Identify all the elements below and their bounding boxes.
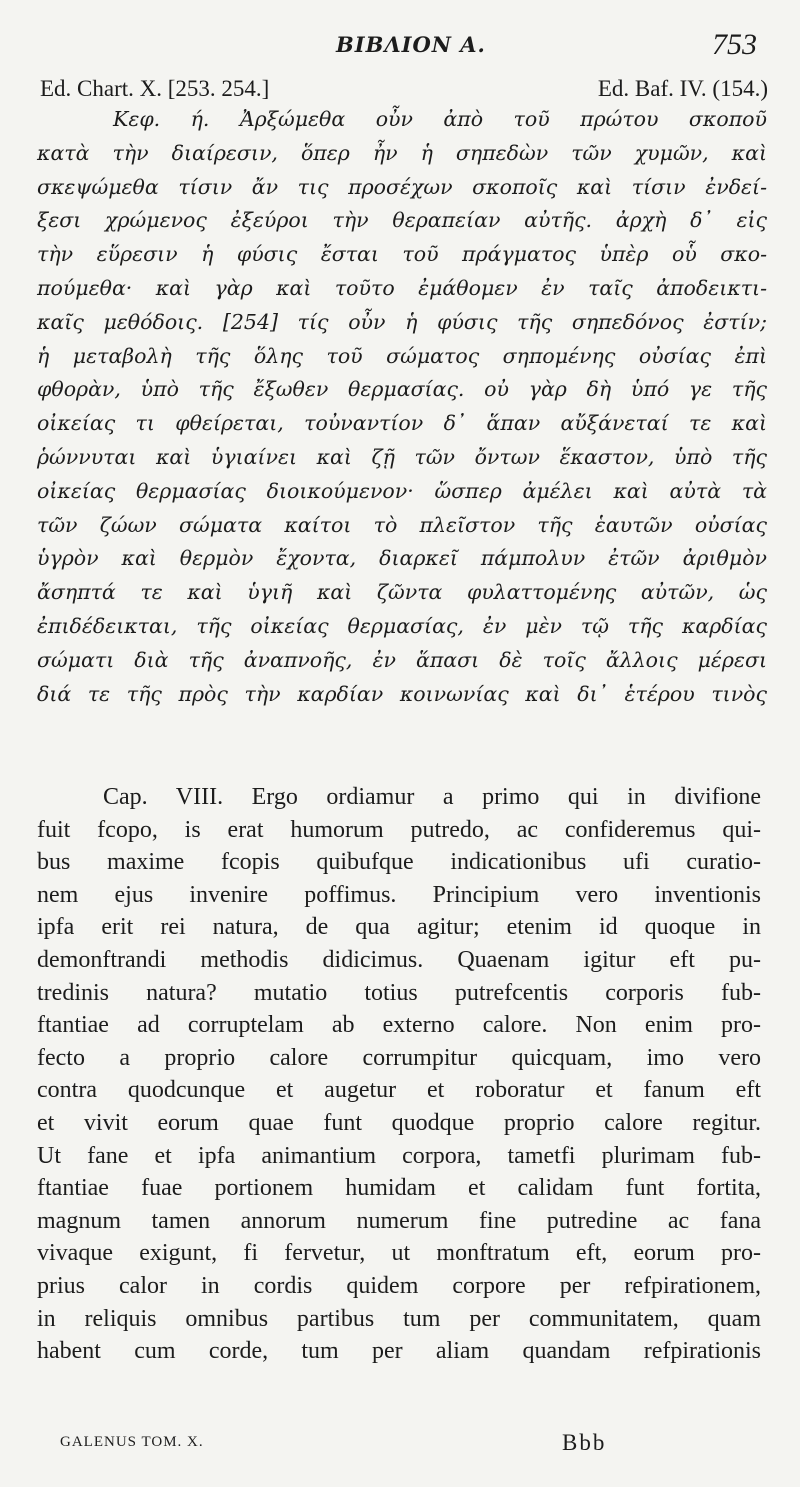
- latin-line: ftantiae ad corruptelam ab externo calore. Non enim pro-: [37, 1012, 761, 1039]
- greek-line: τὴν εὕρεσιν ἡ φύσις ἔσται τοῦ πράγματος ὑπὲρ οὗ σκο-: [37, 242, 767, 267]
- edition-chart-reference: Ed. Chart. X. [253. 254.]: [40, 76, 270, 101]
- latin-line: fuit fcopo, is erat humorum putredo, ac confideremus qui-: [37, 816, 761, 843]
- latin-line: habent cum corde, tum per aliam quandam refpirationis: [37, 1338, 761, 1365]
- greek-line: οἰκείας τι φθείρεται, τοὐναντίον δ᾽ ἅπαν αὔξάνεταί τε καὶ: [37, 411, 767, 436]
- running-head-title: BIBΛΙΟΝ Α.: [336, 32, 486, 57]
- greek-line: φθορὰν, ὑπὸ τῆς ἔξωθεν θερμασίας. οὐ γὰρ δὴ ὑπό γε τῆς: [37, 377, 767, 402]
- greek-line: διά τε τῆς πρὸς τὴν καρδίαν κοινωνίας καὶ δι᾽ ἑτέρου τινὸς: [37, 681, 767, 706]
- edition-references: [40, 76, 768, 106]
- greek-line: οἰκείας θερμασίας διοικούμενον· ὥσπερ ἀμέλει καὶ αὐτὰ τὰ: [37, 478, 767, 503]
- latin-line: tredinis natura? mutatio totius putrefcentis corporis fub-: [37, 979, 761, 1006]
- greek-line: καῖς μεθόδοις. [254] τίς οὖν ἡ φύσις τῆς σηπεδόνος ἐστίν;: [37, 309, 767, 334]
- latin-line: magnum tamen annorum numerum fine putredine ac fana: [37, 1207, 761, 1234]
- greek-line: ξεσι χρώμενος ἐξεύροι τὴν θεραπείαν αὐτῆς. ἀρχὴ δ᾽ εἰς: [37, 208, 767, 233]
- latin-line: Cap. VIII. Ergo ordiamur a primo qui in divifione: [103, 784, 761, 810]
- running-head: [0, 28, 800, 68]
- quire-signature: Bbb: [562, 1430, 607, 1455]
- latin-line: bus maxime fcopis quibufque indicationibus ufi curatio-: [37, 849, 761, 876]
- greek-text-block: [37, 103, 767, 711]
- footer-signature: GALENUS TOM. X.: [60, 1434, 204, 1450]
- latin-line: in reliquis omnibus partibus tum per communitatem, quam: [37, 1305, 761, 1332]
- greek-line: πούμεθα· καὶ γὰρ καὶ τοῦτο ἐμάθομεν ἐν ταῖς ἀποδεικτι-: [37, 275, 767, 300]
- greek-line: ὑγρὸν καὶ θερμὸν ἔχοντα, διαρκεῖ πάμπολυν ἐτῶν ἀριθμὸν: [37, 546, 767, 571]
- latin-line: nem ejus invenire poffimus. Principium vero inventionis: [37, 881, 761, 908]
- greek-line: σκεψώμεθα τίσιν ἄν τις προσέχων σκοποῖς καὶ τίσιν ἐνδεί-: [37, 174, 767, 199]
- latin-line: demonftrandi methodis didicimus. Quaenam igitur eft pu-: [37, 946, 761, 973]
- greek-line: ἐπιδέδεικται, τῆς οἰκείας θερμασίας, ἐν μὲν τῷ τῆς καρδίας: [37, 613, 767, 638]
- greek-line: κατὰ τὴν διαίρεσιν, ὅπερ ἦν ἡ σηπεδὼν τῶν χυμῶν, καὶ: [37, 140, 767, 165]
- latin-line: prius calor in cordis quidem corpore per refpirationem,: [37, 1272, 761, 1299]
- latin-line: vivaque exigunt, fi fervetur, ut monftratum eft, eorum pro-: [37, 1240, 761, 1267]
- greek-line: ἡ μεταβολὴ τῆς ὅλης τοῦ σώματος σηπομένης οὐσίας ἐπὶ: [37, 343, 767, 368]
- latin-line: Ut fane et ipfa animantium corpora, tametfi plurimam fub-: [37, 1142, 761, 1169]
- latin-line: et vivit eorum quae funt quodque proprio calore regitur.: [37, 1109, 761, 1136]
- greek-line: ἄσηπτά τε καὶ ὑγιῆ καὶ ζῶντα φυλαττομένης αὐτῶν, ὡς: [37, 580, 767, 605]
- latin-line: contra quodcunque et augetur et roboratur et fanum eft: [37, 1077, 761, 1104]
- greek-line: σώματι διὰ τῆς ἀναπνοῆς, ἐν ἅπασι δὲ τοῖς ἄλλοις μέρεσι: [37, 647, 767, 672]
- page-footer: [60, 1430, 760, 1460]
- greek-line: ῥώννυται καὶ ὑγιαίνει καὶ ζῇ τῶν ὄντων ἕκαστον, ὑπὸ τῆς: [37, 444, 767, 469]
- latin-text-block: [37, 781, 761, 1368]
- latin-line: ftantiae fuae portionem humidam et calidam funt fortita,: [37, 1175, 761, 1202]
- page-number: 753: [712, 28, 757, 61]
- edition-basel-reference: Ed. Baf. IV. (154.): [597, 76, 768, 101]
- greek-line: Κεφ. ή. Ἀρξώμεθα οὖν ἀπὸ τοῦ πρώτου σκοποῦ: [113, 107, 767, 131]
- latin-line: ipfa erit rei natura, de qua agitur; etenim id quoque in: [37, 914, 761, 941]
- latin-line: fecto a proprio calore corrumpitur quicquam, imo vero: [37, 1044, 761, 1071]
- greek-line: τῶν ζώων σώματα καίτοι τὸ πλεῖστον τῆς ἑαυτῶν οὐσίας: [37, 512, 767, 537]
